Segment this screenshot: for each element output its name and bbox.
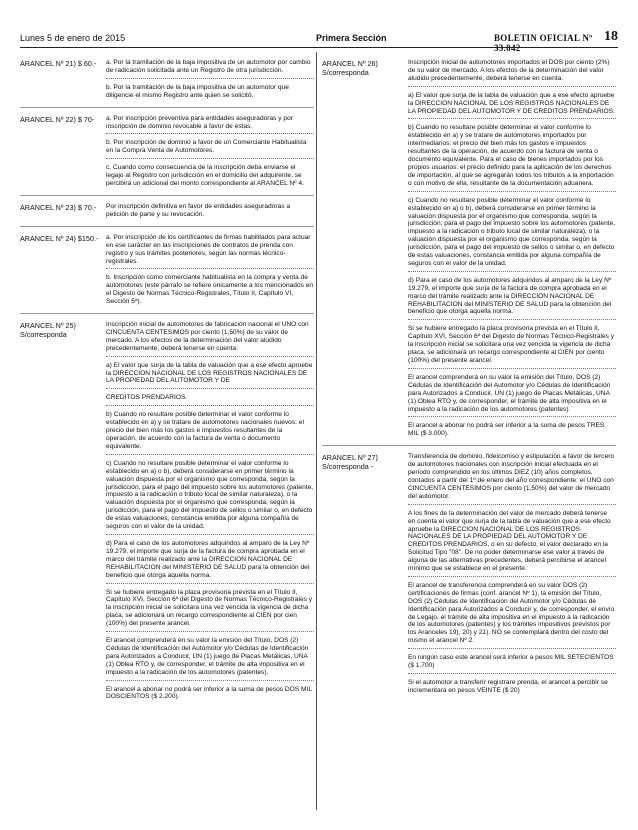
tariff-paragraph: CREDITOS PRENDARIOS. — [106, 389, 314, 406]
tariff-paragraph: c) Cuando no resultare posible determinar el valor conforme lo establecido en a) o b), deberá considerarse en primer término la valuación dispuesta por el organismo que corresponda, según la jurisdicción, para el pago del impuesto sobre los automotores (patente, impuesto a la radicación o tributo local de similar naturaleza), o la valuación dispuesta por el organismo que corresponda, según la jurisdicción, para el pago del impuesto de sellos o similar o, en defecto de estas valuaciones, constancia emitida por alguna compañía de seguros con el valor de la unidad. — [106, 455, 314, 535]
tariff-paragraphs — [106, 54, 314, 103]
tariff-paragraph: b. Por inscripción de dominio a favor de un Comerciante Habitualista en la Compra Venta de Automotores. — [106, 134, 314, 159]
tariff-entry — [322, 445, 616, 698]
tariff-paragraph: c) Cuando no resultare posible determinar el valor conforme lo establecido en a) o b), deberá considerarse en primer término la valuación dispuesta por el organismo que corresponda, según la jurisdicción, para el pago del impuesto sobre los automotores (patente, impuesto a la radicación o tributo local de similar naturaleza), o la valuación dispuesta por el organismo que corresponda, según la jurisdicción, para el pago del impuesto de sellos o similar o, en defecto de estas valuaciones, constancia emitida por alguna compañía de seguros con el valor de la unidad. — [408, 192, 616, 272]
tariff-paragraphs — [106, 110, 314, 191]
tariff-paragraph: b) Cuando no resultare posible determinar el valor conforme lo establecido en a) y se tratare de automotores nacionales nuevos: el precio del bien más los gastos e impuestos resultantes de la operación, de acuerdo con la factura de venta o documento equivalente. — [106, 406, 314, 455]
header-bulletin-title: BOLETIN OFICIAL Nº 33.042 — [494, 33, 593, 53]
page-header — [20, 29, 618, 53]
tariff-paragraphs — [106, 229, 314, 309]
tariff-entry — [20, 313, 314, 704]
tariff-paragraph: A los fines de la determinación del valor de mercado deberá tenerse en cuenta el valor que surja de la tabla de valuación que a ese efecto apruebe la DIRECCION NACIONAL DE LOS REGISTROS NACIONALES DE LA PROPIEDAD DEL AUTOMOTOR Y DE CREDITOS PRENDARIOS, o en su defecto, el valor declarado en la Solicitud Tipo "08". De no poder determinarse ese valor a través de alguna de las alternativas precedentes, deberá percibirse el arancel mínimo que se establece en el presente. — [408, 505, 616, 577]
page-number: 18 — [604, 29, 618, 44]
tariff-entry — [20, 226, 314, 309]
tariff-paragraph: Transferencia de dominio, fideicomiso y estipulación a favor de tercero de automotores nacionales con inscripción inicial efectuada en el período comprendido en los últimos DIEZ (10) años completos, contados a partir del 1º de enero del año correspondiente: el UNO con CINCUENTA CENTESIMOS por ciento (1,50%) del valor de mercado del automotor. — [408, 448, 616, 504]
header-section: Primera Sección — [316, 33, 387, 43]
tariff-paragraph: a. Por la tramitación de la baja impositiva de un automotor por cambio de radicación solicitada ante un Registro de otra jurisdicción. — [106, 54, 314, 79]
tariff-label: ARANCEL Nº 27) S/corresponda - — [322, 453, 378, 471]
tariff-paragraph: El arancel comprenderá en su valor la emisión del Título, DOS (2) Cédulas de Identificación del Automotor y/o Cédulas de Identificación para Autorizados a Conducir, UN (1) juego de Placas Metálicas, UNA (1) Oblea RTO y, de corresponder, el trámite de alta impositiva en el impuesto a la radicación de los automotores (patentes). — [408, 369, 616, 418]
left-column — [20, 52, 314, 708]
tariff-paragraph: Si se hubiere entregado la placa provisoria prevista en el Título II, Capítulo XVI, Sección 6ª del Digesto de Normas Técnico-Registrales y la inscripción inicial se solicitara una vez vencida la vigencia de dicha placa, se adicionará un recargo correspondiente al CIEN por ciento (100%) del presente arancel. — [408, 320, 616, 369]
tariff-paragraph: Si se hubiere entregado la placa provisoria prevista en el Título II, Capítulo XVI, Sección 6ª del Digesto de Normas Técnico-Registrales y la inscripción inicial se solicitara una vez vencida la vigencia de dicha placa, se adicionará un recargo correspondiente al CIEN por cien (100%) del presente arancel. — [106, 584, 314, 633]
tariff-paragraph: d) Para el caso de los automotores adquiridos al amparo de la Ley Nº 19.279, el importe que surja de la factura de compra aprobada en el marco del trámite realizado ante la DIRECCION NACIONAL DE REHABILITACION del MINISTERIO DE SALUD para la obtención del beneficio que otorga aquella norma. — [106, 535, 314, 584]
tariff-paragraph: a. Por inscripción preventiva para entidades aseguradoras y por inscripción de dominio revocable a favor de éstas. — [106, 110, 314, 135]
tariff-paragraph: El arancel de transferencia comprenderá en su valor DOS (2) certificaciones de firmas (conf. arancel Nº 1), la emisión del Título, DOS (2) Cédulas de Identificación del Automotor y/o Cédulas de Identificación para Autorizados a Conducir y, de corresponder, el envío de Legajo, el trámite de alta impositiva en el impuesto a la radicación de los automotores (patentes) y los trámites impositivos previstos por los Aranceles 19), 20) y 21). NO se contemplará dentro del costo del mismo el arancel Nº 2. — [408, 577, 616, 649]
tariff-paragraphs — [408, 448, 616, 698]
tariff-paragraph: b) Cuando no resultare posible determinar el valor conforme lo establecido en a) y se tratare de automotores importados por intermediarios: el precio del bien más los gastos e impuestos resultantes de la operación, de acuerdo con la factura de venta o documento equivalente. Para el caso de bienes importados por los propios usuarios: el precio definido para la aplicación de los derechos de importación, al que se agregarán todos los tributos a la importación o con motivo de ella, resultante de la documentación aduanera. — [408, 119, 616, 191]
tariff-label: ARANCEL Nº 25) S/corresponda — [20, 321, 76, 339]
tariff-entry — [20, 52, 314, 103]
tariff-paragraphs — [106, 316, 314, 704]
right-column — [322, 52, 616, 702]
tariff-entry — [322, 52, 616, 441]
tariff-paragraph: a. Por inscripción de los certificantes de firmas habilitados para actuar en ese carácter en las inscripciones de contratos de prenda con registro y sus trámites posteriores, según las normas técnico-registrales. — [106, 229, 314, 270]
tariff-paragraph: En ningún caso este arancel será inferior a pesos MIL SETECIENTOS ($ 1.700) — [408, 649, 616, 674]
tariff-paragraphs — [408, 54, 616, 441]
tariff-paragraph: El arancel comprenderá en su valor la emisión del Título, DOS (2) Cédulas de Identificación del Automotor y/o Cédulas de Identificación para Autorizados a Conducir, UN (1) juego de Placas Metálicas, UNA (1) Oblea RTO y, de corresponder, el trámite de alta impositiva en el impuesto a la radicación de los automotores (patentes). — [106, 632, 314, 681]
tariff-paragraph: c. Cuando como consecuencia de la inscripción deba enviarse el legajo al Registro con jurisdicción en el domicilio del adquirente, se percibirá un adicional del monto correspondiente al ARANCEL Nº 4. — [106, 164, 304, 188]
header-rule — [20, 47, 618, 48]
tariff-label: ARANCEL Nº 26) S/corresponda — [322, 59, 378, 77]
header-date: Lunes 5 de enero de 2015 — [20, 33, 126, 43]
tariff-paragraph: d) Para el caso de los automotores adquiridos al amparo de la Ley Nº 19.279, el importe que surja de la factura de compra aprobada en el marco del trámite realizado ante la DIRECCION NACIONAL DE REHABILITACION del MINISTERIO DE SALUD para la obtención del beneficio que otorga aquella norma. — [408, 272, 616, 321]
tariff-paragraph: a) El valor que surja de la tabla de valuación que a ese efecto apruebe la DIRECCION NACIONAL DE LOS REGISTROS NACIONALES DE LA PROPIEDAD DEL AUTOMOTOR Y DE — [106, 357, 314, 390]
tariff-paragraph: El arancel a abonar no podrá ser inferior a la suma de pesos TRES MIL ($ 3.000). — [408, 422, 605, 438]
tariff-label: ARANCEL Nº 24) $150.- — [20, 233, 99, 243]
tariff-paragraph: a) El valor que surja de la tabla de valuación que a ese efecto apruebe la DIRECCION NACIONAL DE LOS REGISTROS NACIONALES DE LA PROPIEDAD DEL AUTOMOTOR Y DE CREDITOS PRENDARIOS. — [408, 87, 616, 120]
tariff-paragraph: Si el automotor a transferir registrare prenda, el arancel a percibir se incrementará en pesos VEINTE ($ 20) — [408, 679, 608, 694]
tariff-entry — [20, 107, 314, 191]
tariff-paragraph: b. Por la tramitación de la baja impositiva de un automotor que diligencie el mismo Registro ante quien se solicitó. — [106, 83, 289, 99]
tariff-paragraphs — [106, 198, 314, 222]
tariff-paragraph: El arancel a abonar no podrá ser inferior a la suma de pesos DOS MIL DOSCIENTOS ($ 2.200). — [106, 685, 312, 701]
tariff-paragraph: Inscripción inicial de automotores de fabricación nacional el UNO con CINCUENTA CENTESIMOS por ciento (1,50%) de su valor de mercado. A los efectos de la determinación del valor aludido precedentemente, deberá tenerse en cuenta: — [106, 316, 314, 357]
tariff-label: ARANCEL Nº 22) $ 70- — [20, 114, 95, 124]
tariff-label: ARANCEL Nº 23) $ 70.- — [20, 202, 97, 212]
tariff-paragraph: Inscripción inicial de automotores importados el DOS por ciento (2%) de su valor de mercado. A los efectos de la determinación del valor aludido precedentemente, deberá tenerse en cuenta: — [408, 54, 616, 87]
tariff-label: ARANCEL Nº 21) $ 60.- — [20, 59, 97, 68]
tariff-entry — [20, 195, 314, 222]
column-divider — [316, 52, 317, 810]
tariff-paragraph: Por inscripción definitiva en favor de entidades aseguradoras a petición de parte y su revocación. — [106, 202, 291, 218]
tariff-paragraph: b. Inscripción como comerciante habitualista en la compra y venta de automotores (este párrafo se refiere únicamente a los mencionados en el Digesto de Normas Técnico-Registrales, Título II, Capítulo VI, Sección 5ª). — [106, 274, 314, 306]
